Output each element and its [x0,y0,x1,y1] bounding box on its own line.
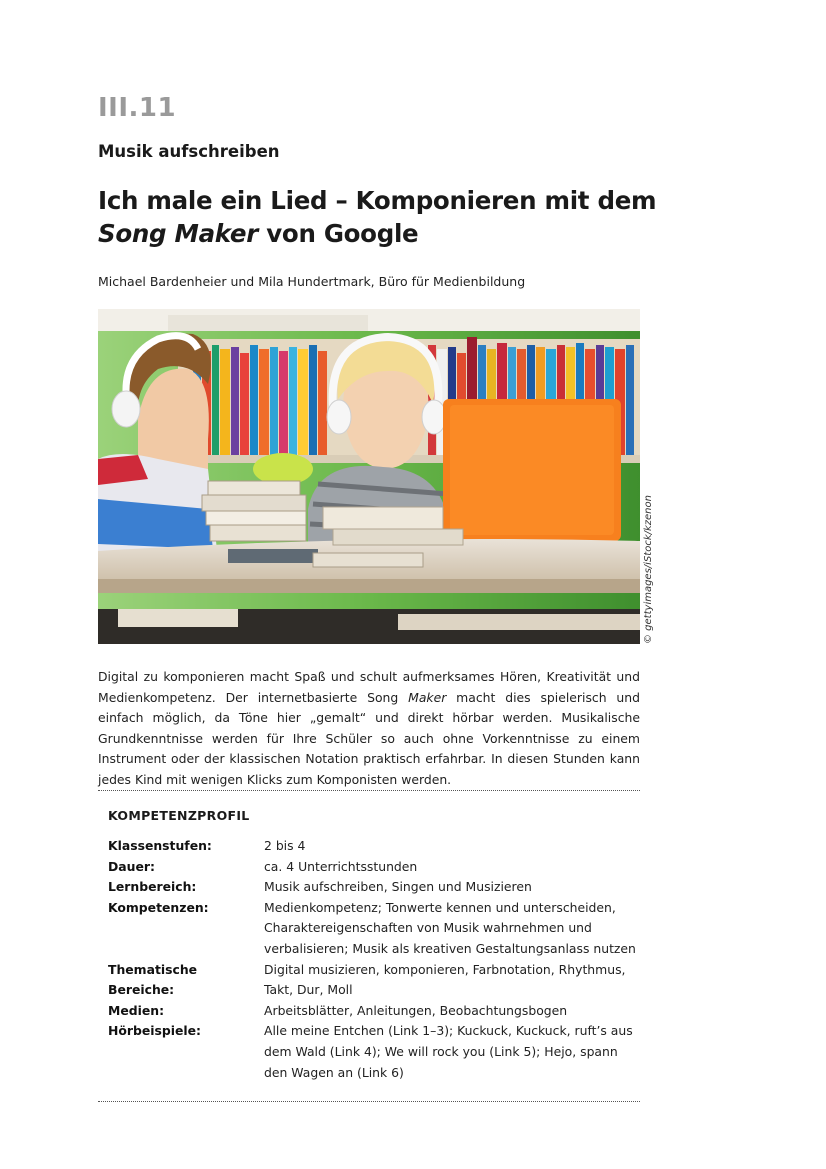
profile-label: Lernbereich: [108,879,197,895]
profile-value: Medienkompetenz; Tonwerte kennen und unterscheiden, Charaktereigenschaften von Musik wahrnehmen und verbalisieren; Musik als kreativen Gestaltungsanlass nutzen [264,899,636,956]
title-part-2: von Google [258,219,419,248]
title-part-1: Ich male ein Lied – Komponieren mit dem [98,186,657,215]
intro-part-2: macht dies spielerisch und einfach möglich, da Töne hier „gemalt“ und direkt hörbar werden. Musikalische Grundkenntnisse werden für Ihre Schüler so auch ohne Vorkenntnisse zu einem Instrument oder der klassischen Notation praktisch erfahrbar. In diesen Stunden kann jedes Kind mit wenigen Klicks zum Komponisten werden. [98,689,641,787]
profile-label: Thematische Bereiche: [108,961,198,998]
section-number: III.11 [98,93,177,123]
children-at-laptop-illustration [98,309,640,644]
profile-label: Klassenstufen: [108,838,212,853]
profile-value: Musik aufschreiben, Singen und Musizieren [264,879,532,895]
section-subtitle: Musik aufschreiben [98,142,280,161]
profile-heading: KOMPETENZPROFIL [108,808,250,823]
intro-part-1: Digital zu komponieren macht Spaß und schult aufmerksames Hören, Kreativität und Medienkompetenz. Der internetbasierte Song [98,669,640,705]
profile-row [108,1001,638,1022]
profile-value: ca. 4 Unterrichtsstunden [264,858,418,874]
title-italic: Song Maker [98,219,259,248]
profile-label: Medien: [108,1002,165,1018]
profile-row [108,836,638,857]
profile-row [108,960,638,1001]
divider-top [98,790,640,791]
cover-photo [98,309,640,644]
photo-credit [643,495,661,644]
profile-value: Digital musizieren, komponieren, Farbnotation, Rhythmus, Takt, Dur, Moll [264,961,626,998]
intro-paragraph [98,667,640,790]
profile-value: Alle meine Entchen (Link 1–3); Kuckuck, Kuckuck, ruft’s aus dem Wald (Link 4); We will rock you (Link 5); Hejo, spann den Wagen an (Link 6) [264,1023,633,1080]
profile-row [108,898,638,960]
main-title [98,184,658,250]
profile-value: 2 bis 4 [264,838,306,853]
profile-label: Dauer: [108,858,155,874]
intro-italic: Maker [408,689,447,705]
authors: Michael Bardenheier und Mila Hundertmark, Büro für Medienbildung [98,274,526,289]
profile-label: Hörbeispiele: [108,1023,202,1039]
photo-credit-text: © gettyimages/iStock/kzenon [643,495,654,644]
profile-row [108,877,638,898]
profile-value: Arbeitsblätter, Anleitungen, Beobachtungsbogen [264,1002,568,1018]
divider-bottom [98,1101,640,1102]
competence-profile-table [108,836,638,1083]
profile-row [108,857,638,878]
profile-label: Kompetenzen: [108,899,209,915]
profile-row [108,1021,638,1083]
